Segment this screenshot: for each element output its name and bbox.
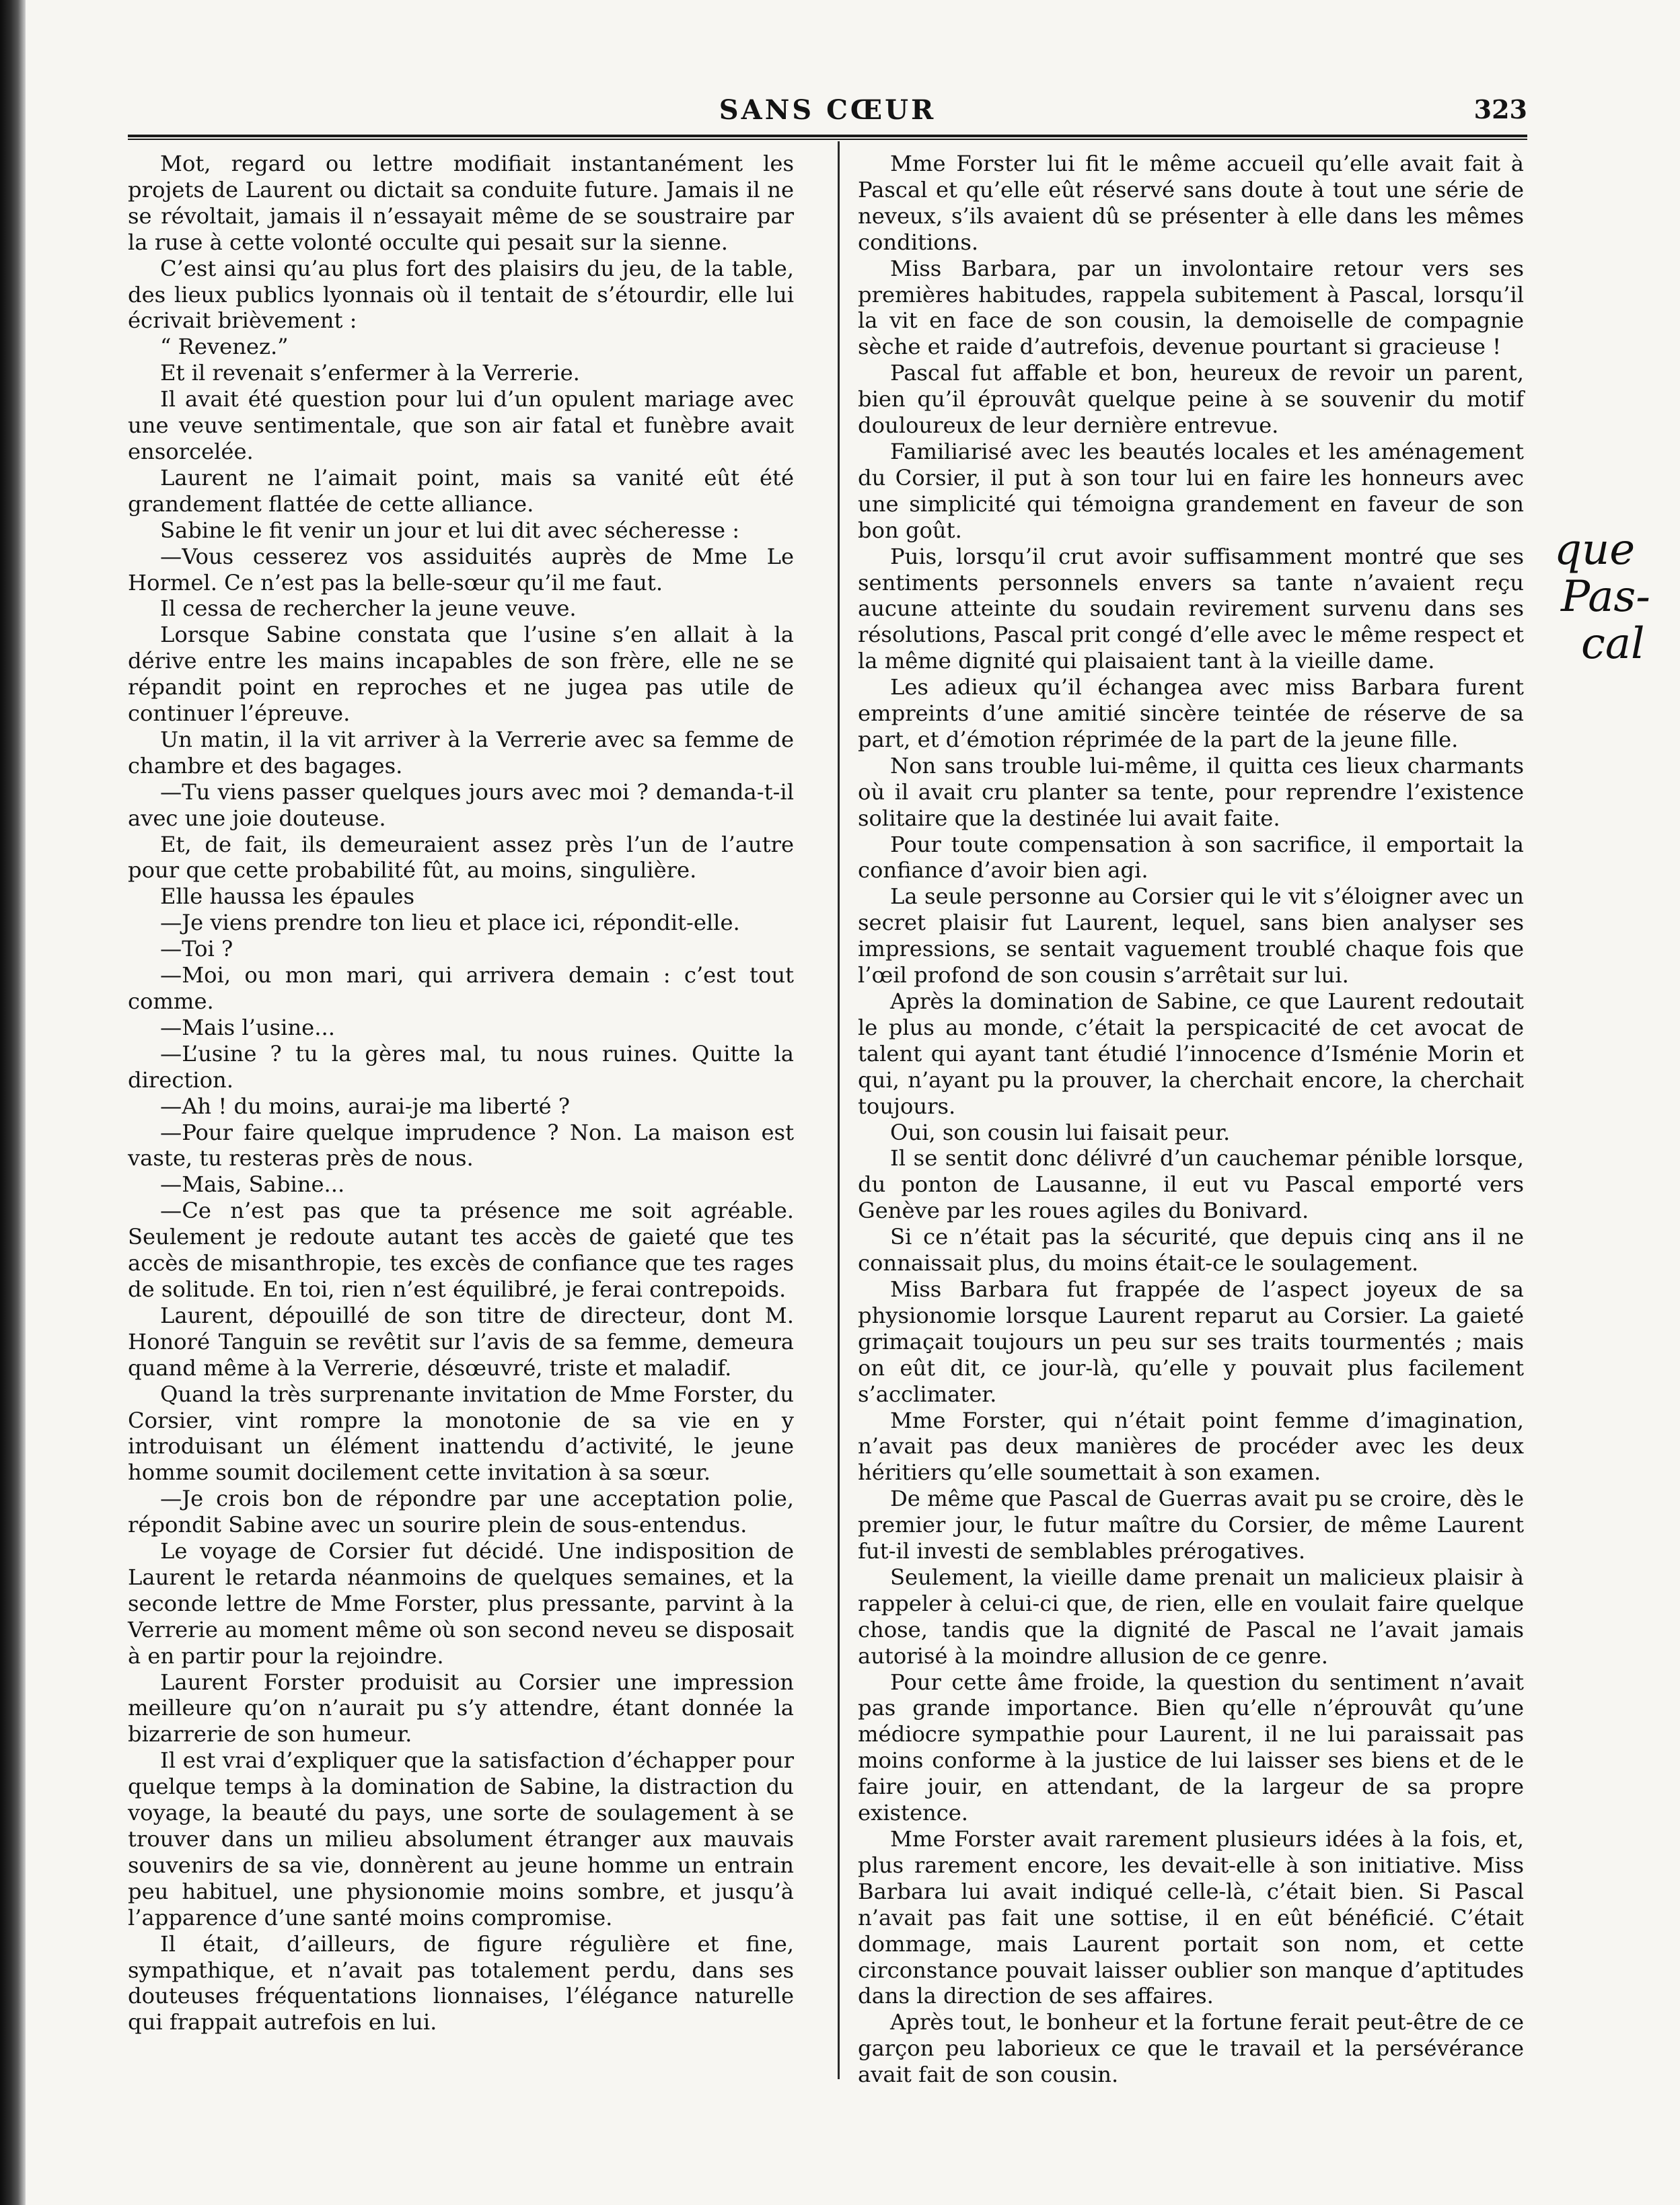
paragraph: Puis, lorsqu’il crut avoir suffisamment montré que ses sentiments personnels envers sa tante n’avaient reçu aucune atteinte du soudain revirement survenu dans ses résolutions, Pascal prit congé d’elle avec le même respect et la même dignité qui plaisaient tant à la vieille dame. [858, 543, 1524, 674]
paragraph: De même que Pascal de Guerras avait pu se croire, dès le premier jour, le futur maître du Corsier, de même Laurent fut-il investi de semblables prérogatives. [858, 1486, 1524, 1564]
paragraph: —Moi, ou mon mari, qui arrivera demain : c’est tout comme. [128, 962, 794, 1014]
paragraph: —Toi ? [160, 936, 233, 962]
paragraph: Lorsque Sabine constata que l’usine s’en allait à la dérive entre les mains incapables de son frère, elle ne se répandit point en reproches et ne jugea pas utile de continuer l’épreuve. [128, 622, 794, 727]
right-column [858, 151, 1524, 2088]
paragraph: —Je crois bon de répondre par une acceptation polie, répondit Sabine avec un sourire plein de sous-entendus. [128, 1486, 794, 1538]
paragraph: Pour cette âme froide, la question du sentiment n’avait pas grande importance. Bien qu’elle n’éprouvât qu’une médiocre sympathie pour Laurent, il ne lui paraissait pas moins conforme à la justice de lui laisser ses biens et de le faire jouir, en attendant, de la largeur de sa propre existence. [858, 1669, 1524, 1826]
paragraph: —Je viens prendre ton lieu et place ici, répondit-elle. [160, 910, 740, 936]
margin-note-line: Pas- [1561, 572, 1650, 622]
paragraph: Pascal fut affable et bon, heureux de revoir un parent, bien qu’il éprouvât quelque peine à se souvenir du motif douloureux de leur dernière entrevue. [858, 360, 1524, 439]
paragraph: Il avait été question pour lui d’un opulent mariage avec une veuve sentimentale, que son air fatal et funèbre avait ensorcelée. [128, 386, 794, 464]
paragraph: Miss Barbara fut frappée de l’aspect joyeux de sa physionomie lorsque Laurent reparut au Corsier. La gaieté grimaçait toujours un peu sur ses traits tourmentés ; mais on eût dit, ce jour-là, qu’elle y pouvait plus facilement s’acclimater. [858, 1276, 1524, 1407]
paragraph: Après la domination de Sabine, ce que Laurent redoutait le plus au monde, c’était la perspicacité de cet avocat de talent qui ayant tant étudié l’innocence d’Isménie Morin et qui, n’ayant pu la prouver, la cherchait encore, la cherchait toujours. [858, 988, 1524, 1119]
scan-binding-edge [0, 0, 26, 2205]
paragraph: Quand la très surprenante invitation de Mme Forster, du Corsier, vint rompre la monotonie de sa vie en y introduisant un élément inattendu d’activité, le jeune homme soumit docilement cette invitation à sa sœur. [128, 1381, 794, 1486]
paragraph: Si ce n’était pas la sécurité, que depuis cinq ans il ne connaissait plus, du moins était-ce le soulagement. [858, 1224, 1524, 1276]
paragraph: Laurent Forster produisit au Corsier une impression meilleure qu’on n’aurait pu s’y attendre, étant donnée la bizarrerie de son humeur. [128, 1669, 794, 1747]
margin-note-line: cal [1581, 619, 1645, 669]
paragraph: Les adieux qu’il échangea avec miss Barbara furent empreints d’une amitié sincère teintée de réserve de sa part, et d’émotion réprimée de la part de la jeune fille. [858, 674, 1524, 752]
paragraph: —Tu viens passer quelques jours avec moi ? demanda-t-il avec une joie douteuse. [128, 779, 794, 831]
paragraph: —Pour faire quelque imprudence ? Non. La maison est vaste, tu resteras près de nous. [128, 1119, 794, 1171]
paragraph: Et, de fait, ils demeuraient assez près l’un de l’autre pour que cette probabilité fût, au moins, singulière. [128, 831, 794, 883]
paragraph: —Mais l’usine... [160, 1014, 335, 1040]
paragraph: Sabine le fit venir un jour et lui dit avec sécheresse : [160, 517, 740, 543]
header-rule [128, 135, 1527, 140]
paragraph: Familiarisé avec les beautés locales et les aménagement du Corsier, il put à son tour lui en faire les honneurs avec une simplicité qui témoigna grandement en faveur de son bon goût. [858, 438, 1524, 543]
paragraph: Pour toute compensation à son sacrifice, il emportait la confiance d’avoir bien agi. [858, 831, 1524, 883]
page-header [128, 94, 1527, 135]
paragraph: Elle haussa les épaules [160, 883, 414, 910]
paragraph: Mme Forster avait rarement plusieurs idées à la fois, et, plus rarement encore, les devait-elle à son initiative. Miss Barbara lui avait indiqué celle-là, c’était bien. Si Pascal n’avait pas fait une sottise, il en eût bénéficié. C’était dommage, mais Laurent portait son nom, et cette circonstance pouvait laisser oublier son manque d’aptitudes dans la direction de ses affaires. [858, 1826, 1524, 2009]
paragraph: “ Revenez.” [160, 334, 289, 360]
paragraph: Il se sentit donc délivré d’un cauchemar pénible lorsque, du ponton de Lausanne, il eut vu Pascal emporté vers Genève par les roues agiles du Bonivard. [858, 1145, 1524, 1224]
page-number: 323 [1473, 94, 1527, 124]
paragraph: Un matin, il la vit arriver à la Verrerie avec sa femme de chambre et des bagages. [128, 726, 794, 779]
paragraph: Mme Forster lui fit le même accueil qu’elle avait fait à Pascal et qu’elle eût réservé sans doute à tout une série de neveux, s’ils avaient dû se présenter à elle dans les mêmes conditions. [858, 151, 1524, 255]
running-title: SANS CŒUR [719, 94, 937, 126]
paragraph: Après tout, le bonheur et la fortune ferait peut-être de ce garçon peu laborieux ce que le travail et la persévérance avait fait de son cousin. [858, 2009, 1524, 2088]
column-divider [838, 141, 840, 2079]
paragraph: C’est ainsi qu’au plus fort des plaisirs du jeu, de la table, des lieux publics lyonnais où il tentait de s’étourdir, elle lui écrivait brièvement : [128, 255, 794, 334]
paragraph: Seulement, la vieille dame prenait un malicieux plaisir à rappeler à celui-ci que, de rien, elle en voulait faire quelque chose, tandis que la dignité de Pascal ne l’avait jamais autorisé à la moindre allusion de ce genre. [858, 1564, 1524, 1669]
paragraph: Mme Forster, qui n’était point femme d’imagination, n’avait pas deux manières de procéder avec les deux héritiers qu’elle soumettait à son examen. [858, 1407, 1524, 1486]
paragraph: Non sans trouble lui-même, il quitta ces lieux charmants où il avait cru planter sa tente, pour reprendre l’existence solitaire que la destinée lui avait faite. [858, 752, 1524, 831]
paragraph: Il cessa de rechercher la jeune veuve. [160, 595, 577, 622]
paragraph: Laurent ne l’aimait point, mais sa vanité eût été grandement flattée de cette alliance. [128, 464, 794, 517]
paragraph: —Ce n’est pas que ta présence me soit agréable. Seulement je redoute autant tes accès de gaieté que tes accès de misanthropie, tes excès de confiance que tes rages de solitude. En toi, rien n’est équilibré, je ferai contrepoids. [128, 1198, 794, 1302]
margin-note-line: que [1554, 525, 1636, 575]
paragraph: Il était, d’ailleurs, de figure régulière et fine, sympathique, et n’avait pas totalement perdu, dans ses douteuses fréquentations lionnaises, l’élégance naturelle qui frappait autrefois en lui. [128, 1930, 794, 2035]
paragraph: Le voyage de Corsier fut décidé. Une indisposition de Laurent le retarda néanmoins de quelques semaines, et la seconde lettre de Mme Forster, plus pressante, parvint à la Verrerie au moment même où son second neveu se disposait à en partir pour la rejoindre. [128, 1538, 794, 1669]
paragraph: —L’usine ? tu la gères mal, tu nous ruines. Quitte la direction. [128, 1040, 794, 1093]
paragraph: Et il revenait s’enfermer à la Verrerie. [160, 360, 580, 386]
paragraph: Laurent, dépouillé de son titre de directeur, dont M. Honoré Tanguin se revêtit sur l’avis de sa femme, demeura quand même à la Verrerie, désœuvré, triste et maladif. [128, 1302, 794, 1381]
paragraph: Oui, son cousin lui faisait peur. [890, 1119, 1231, 1145]
paragraph: —Mais, Sabine... [160, 1171, 345, 1198]
paragraph: La seule personne au Corsier qui le vit s’éloigner avec un secret plaisir fut Laurent, lequel, sans bien analyser ses impressions, se sentait vaguement troublé chaque fois que l’œil profond de son cousin s’arrêtait sur lui. [858, 883, 1524, 988]
handwritten-margin-note [1541, 525, 1680, 673]
paragraph: Miss Barbara, par un involontaire retour vers ses premières habitudes, rappela subitement à Pascal, lorsqu’il la vit en face de son cousin, la demoiselle de compagnie sèche et raide d’autrefois, devenue pourtant si gracieuse ! [858, 255, 1524, 360]
paragraph: —Ah ! du moins, aurai-je ma liberté ? [160, 1093, 571, 1119]
paragraph: Mot, regard ou lettre modifiait instantanément les projets de Laurent ou dictait sa conduite future. Jamais il ne se révoltait, jamais il n’essayait même de se soustraire par la ruse à cette volonté occulte qui pesait sur la sienne. [128, 151, 794, 255]
left-column [128, 151, 794, 2035]
paragraph: Il est vrai d’expliquer que la satisfaction d’échapper pour quelque temps à la domination de Sabine, la distraction du voyage, la beauté du pays, une sorte de soulagement à se trouver dans un milieu absolument étranger aux mauvais souvenirs de sa vie, donnèrent au jeune homme un entrain peu habituel, une physionomie moins sombre, et jusqu’à l’apparence d’une santé moins compromise. [128, 1747, 794, 1930]
paragraph: —Vous cesserez vos assiduités auprès de Mme Le Hormel. Ce n’est pas la belle-sœur qu’il me faut. [128, 543, 794, 595]
